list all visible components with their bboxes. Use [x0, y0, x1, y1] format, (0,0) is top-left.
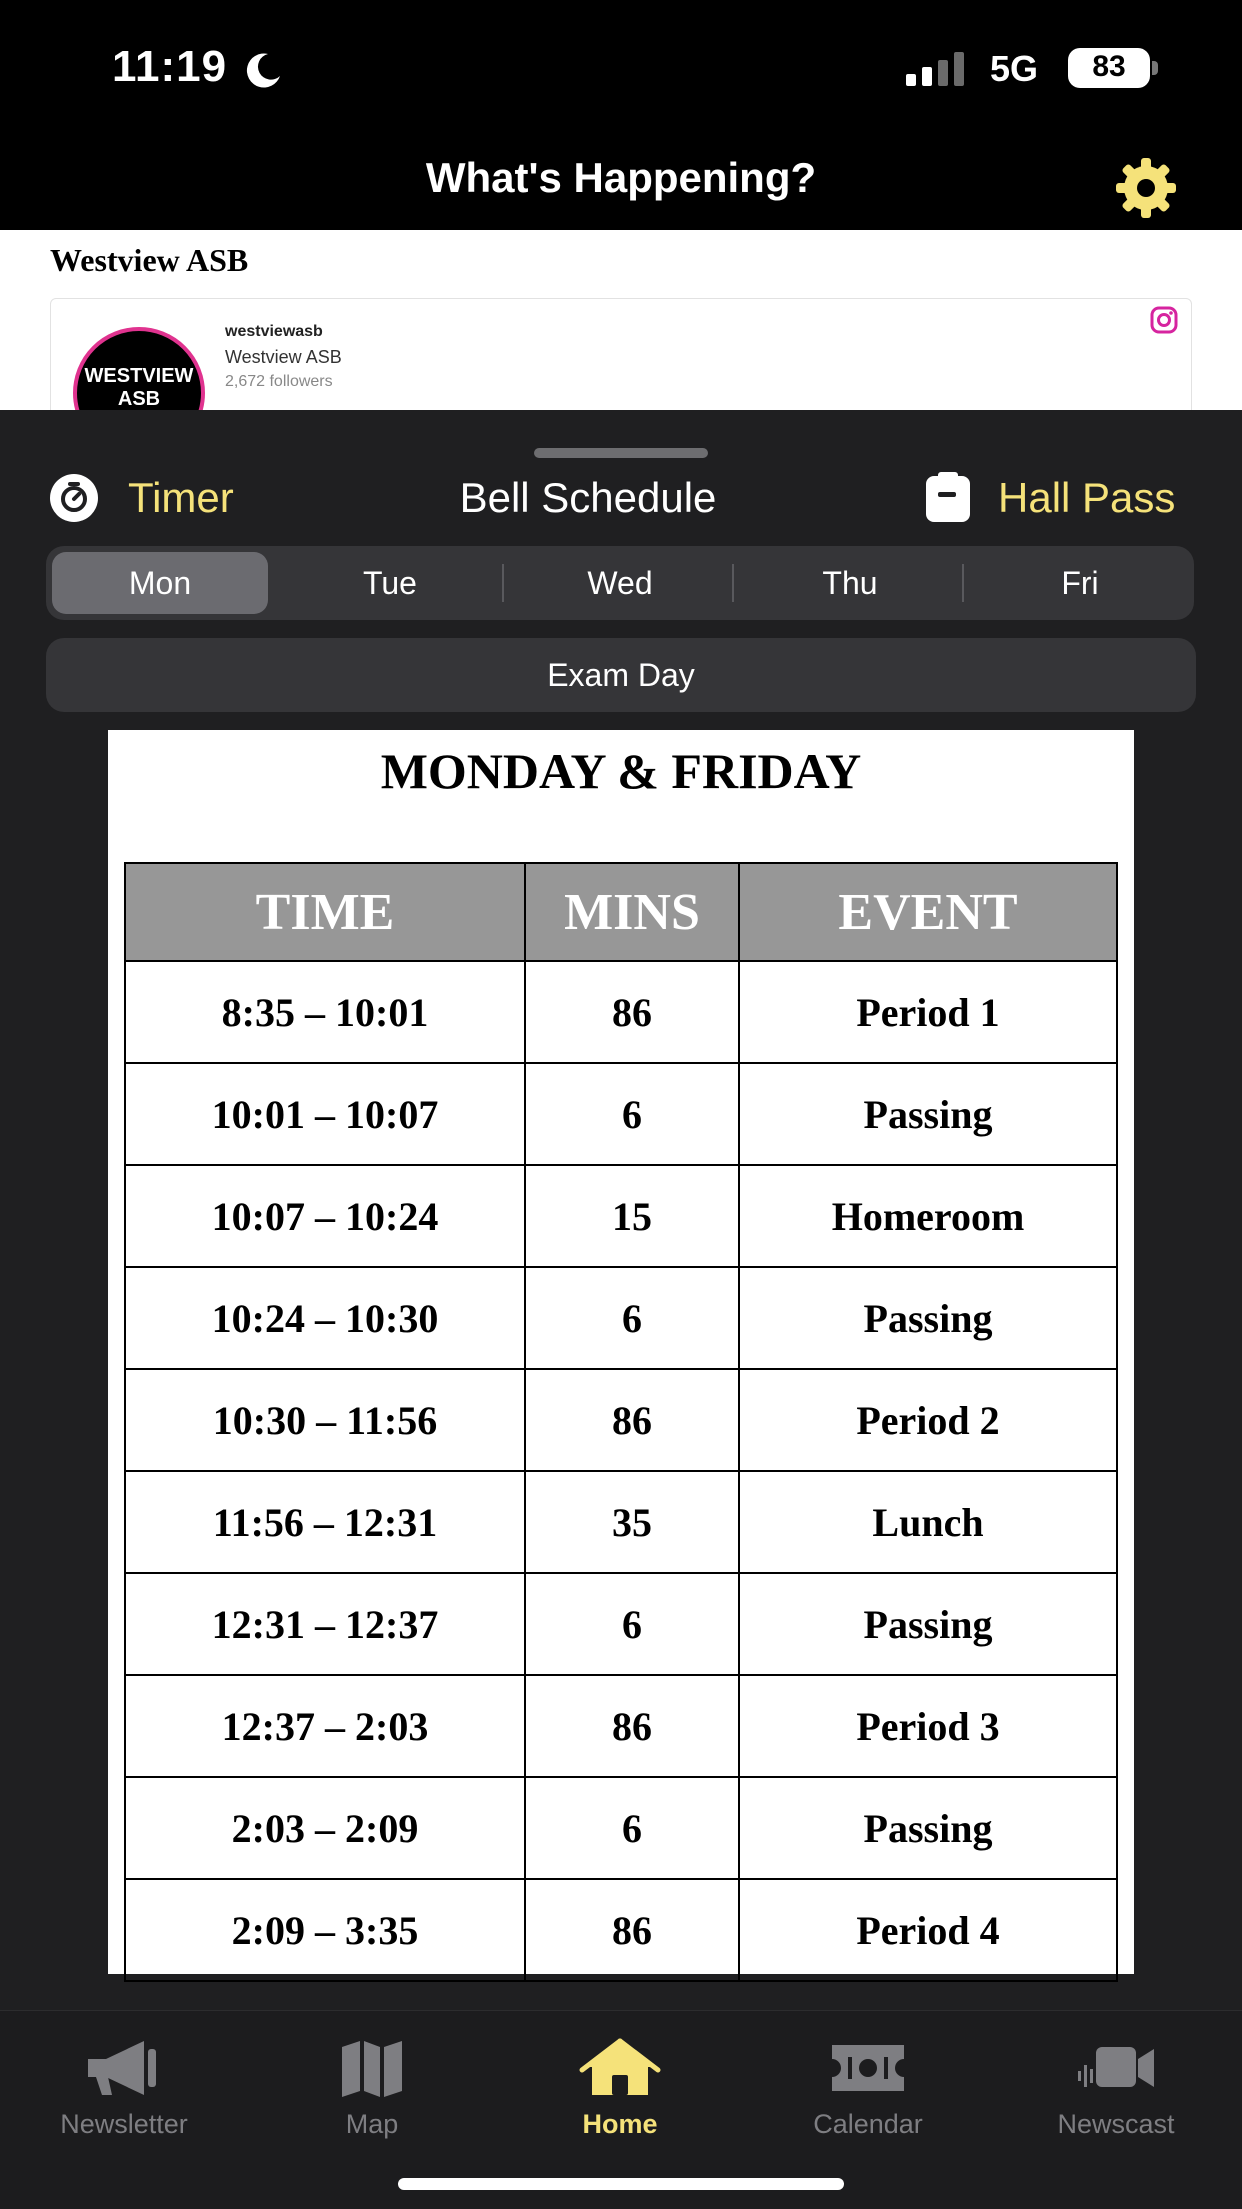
- exam-day-button[interactable]: Exam Day: [46, 638, 1196, 712]
- segment-divider: [962, 564, 964, 602]
- cell-mins: 6: [525, 1573, 739, 1675]
- schedule-title: MONDAY & FRIDAY: [380, 743, 862, 799]
- instagram-icon[interactable]: [1149, 305, 1179, 335]
- schedule-body: [125, 961, 1117, 1981]
- cell-event: Passing: [739, 1777, 1117, 1879]
- table-row: [125, 1063, 1117, 1165]
- table-row: [125, 961, 1117, 1063]
- day-tab-mon[interactable]: Mon: [52, 552, 268, 614]
- clipboard-icon[interactable]: [926, 472, 970, 522]
- cell-mins: 86: [525, 1879, 739, 1981]
- tab-home[interactable]: [496, 2025, 744, 2145]
- home-icon: [578, 2037, 662, 2099]
- day-tab-tue[interactable]: Tue: [363, 565, 417, 601]
- cell-time: 12:31 – 12:37: [125, 1573, 525, 1675]
- tab-newscast-label: Newscast: [1057, 2109, 1175, 2139]
- table-row: [125, 1675, 1117, 1777]
- page-title: What's Happening?: [425, 154, 817, 201]
- cell-mins: 6: [525, 1267, 739, 1369]
- instagram-name: Westview ASB: [225, 347, 342, 367]
- avatar-text: WESTVIEW ASB: [84, 365, 194, 410]
- cell-event: Homeroom: [739, 1165, 1117, 1267]
- cell-time: 10:24 – 10:30: [125, 1267, 525, 1369]
- news-webview[interactable]: [0, 230, 1242, 410]
- table-row: [125, 1267, 1117, 1369]
- schedule-table: [124, 862, 1118, 1982]
- instagram-handle[interactable]: westviewasb: [225, 323, 323, 340]
- cell-time: 12:37 – 2:03: [125, 1675, 525, 1777]
- cell-mins: 86: [525, 961, 739, 1063]
- webview-title: Westview ASB: [50, 242, 249, 278]
- cell-event: Passing: [739, 1063, 1117, 1165]
- status-time: 11:19: [112, 42, 228, 91]
- tab-home-label: Home: [582, 2109, 658, 2139]
- cell-event: Period 1: [739, 961, 1117, 1063]
- tab-newsletter-label: Newsletter: [60, 2109, 188, 2139]
- header-time: TIME: [125, 863, 525, 961]
- day-tab-fri[interactable]: Fri: [1061, 565, 1099, 601]
- battery-level: 83: [1092, 50, 1126, 83]
- cell-event: Period 2: [739, 1369, 1117, 1471]
- cell-mins: 6: [525, 1063, 739, 1165]
- sheet-grabber[interactable]: [534, 448, 708, 458]
- home-indicator[interactable]: [398, 2178, 844, 2190]
- table-row: [125, 1165, 1117, 1267]
- bell-schedule-sheet: [0, 410, 1242, 2010]
- tab-calendar[interactable]: [744, 2025, 992, 2145]
- battery-icon: [1068, 48, 1160, 88]
- cell-mins: 6: [525, 1777, 739, 1879]
- tab-map[interactable]: [248, 2025, 496, 2145]
- segment-divider: [732, 564, 734, 602]
- cell-time: 10:07 – 10:24: [125, 1165, 525, 1267]
- schedule-image: [108, 730, 1134, 1974]
- tab-newscast[interactable]: [992, 2025, 1240, 2145]
- moon-icon: [244, 50, 284, 90]
- header-event: EVENT: [739, 863, 1117, 961]
- cell-mins: 35: [525, 1471, 739, 1573]
- header-mins: MINS: [525, 863, 739, 961]
- gear-icon[interactable]: [1112, 154, 1180, 222]
- cell-time: 8:35 – 10:01: [125, 961, 525, 1063]
- cell-time: 10:01 – 10:07: [125, 1063, 525, 1165]
- sheet-title: Bell Schedule: [459, 474, 717, 521]
- day-tab-wed[interactable]: Wed: [587, 565, 653, 601]
- ticket-icon: [826, 2037, 910, 2099]
- table-row: [125, 1573, 1117, 1675]
- cell-time: 2:03 – 2:09: [125, 1777, 525, 1879]
- instagram-followers: 2,672 followers: [225, 373, 333, 390]
- cell-time: 2:09 – 3:35: [125, 1879, 525, 1981]
- nav-bar: [0, 140, 1242, 230]
- cell-event: Passing: [739, 1573, 1117, 1675]
- table-row: [125, 1879, 1117, 1981]
- tab-map-label: Map: [345, 2109, 399, 2139]
- table-row: [125, 1369, 1117, 1471]
- signal-icon: [906, 52, 970, 86]
- cell-mins: 86: [525, 1369, 739, 1471]
- network-type: 5G: [990, 48, 1039, 89]
- cell-time: 11:56 – 12:31: [125, 1471, 525, 1573]
- tab-calendar-label: Calendar: [813, 2109, 923, 2139]
- cell-mins: 86: [525, 1675, 739, 1777]
- megaphone-icon: [82, 2037, 166, 2099]
- cell-time: 10:30 – 11:56: [125, 1369, 525, 1471]
- segment-divider: [502, 564, 504, 602]
- cell-mins: 15: [525, 1165, 739, 1267]
- video-camera-icon: [1074, 2037, 1158, 2099]
- table-row: [125, 1777, 1117, 1879]
- map-icon: [330, 2037, 414, 2099]
- tab-newsletter[interactable]: [0, 2025, 248, 2145]
- timer-button[interactable]: Timer: [128, 474, 234, 521]
- cell-event: Period 4: [739, 1879, 1117, 1981]
- table-header-row: [125, 863, 1117, 961]
- cell-event: Lunch: [739, 1471, 1117, 1573]
- cell-event: Passing: [739, 1267, 1117, 1369]
- status-bar: [0, 0, 1242, 140]
- hall-pass-button[interactable]: Hall Pass: [998, 474, 1176, 521]
- day-selector: [46, 546, 1194, 620]
- table-row: [125, 1471, 1117, 1573]
- day-tab-thu[interactable]: Thu: [822, 565, 878, 601]
- instagram-card[interactable]: [50, 298, 1192, 410]
- avatar[interactable]: [73, 327, 205, 410]
- cell-event: Period 3: [739, 1675, 1117, 1777]
